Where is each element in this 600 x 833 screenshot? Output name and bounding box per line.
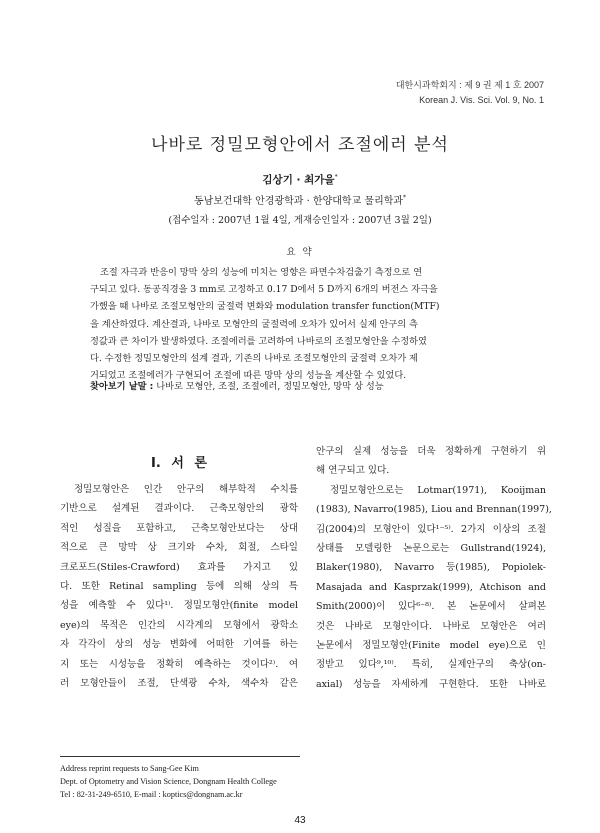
author-names: 김상기 · 최가을 [262, 174, 335, 186]
section-heading: I. 서 론 [151, 456, 207, 471]
footnote-dept: Dept. of Optometry and Vision Science, Dongnam Health College [60, 777, 277, 786]
footnote [60, 762, 277, 801]
abstract-line: 가했을 때 나바로 조절모형안의 굴절력 변화와 modulation transfer function(MTF) [90, 301, 440, 313]
keywords-terms: 나바로 모형안, 조절, 조절에러, 정밀모형안, 망막 상 성능 [153, 381, 384, 392]
body-line: 정밀모형안은 인간 안구의 해부학적 수치를 [74, 484, 298, 495]
keywords [90, 378, 510, 392]
right-column [316, 442, 552, 694]
body-line: Masajada and Kasprzak(1999), Atchison and [316, 581, 546, 593]
body-line: 논문에서 정밀모형안(Finite model eye)으로 인 [316, 640, 546, 652]
body-line: eye)의 목적은 인간의 시각계의 모형에서 광학소 [60, 619, 298, 631]
left-column [60, 480, 298, 693]
body-line: 지 또는 시성능을 정확히 예측하는 것이다²⁾. 여 [60, 658, 298, 670]
body-line: 적으로 큰 망막 상 크기와 수차, 회절, 스타일 [60, 542, 298, 554]
keywords-label: 찾아보기 낱말 : [90, 381, 154, 392]
body-line: 다. 또한 Retinal sampling 등에 의해 상의 특 [60, 581, 298, 593]
abstract-heading: 요 약 [286, 247, 314, 258]
abstract-line: 을 계산하였다. 계산결과, 나바로 모형안의 굴절력에 오차가 있어서 실제 안구의 측 [90, 318, 418, 330]
body-line: 해 연구되고 있다. [316, 465, 390, 477]
body-line: Smith(2000)이 있다⁶⁻⁸⁾. 본 논문에서 살펴본 [316, 601, 546, 613]
abstract-line: 거되었고 조절에러가 구현되어 조절에 따른 망막 상의 성능을 계산할 수 있었다. [90, 370, 407, 382]
submission-dates: (접수일자 : 2007년 1월 4일, 게재승인일자 : 2007년 3월 2일) [168, 215, 432, 226]
footnote-contact: Tel : 82-31-249-6510, E-mail : koptics@dongnam.ac.kr [60, 790, 243, 799]
body-line: 것은 나바로 모형안이다. 나바로 모형안은 여러 [316, 620, 546, 632]
body-line: Blaker(1980), Navarro 등(1985), Popiolek- [316, 562, 546, 574]
body-line: 기반으로 설계된 결과이다. 근축모형안의 광학 [60, 503, 298, 515]
body-line: 상태를 모델링한 논문으로는 Gullstrand(1924), [316, 543, 546, 555]
abstract-line: 정값과 큰 차이가 발생하였다. 조절에러를 고려하여 나바로의 조절모형안을 수정하였 [90, 335, 427, 347]
body-line: 정받고 있다⁹,¹⁰⁾. 특히, 실제안구의 축상(on- [316, 659, 546, 671]
body-line: axial) 성능을 자세하게 구현한다. 또한 나바로 [316, 678, 546, 690]
body-line: 김(2004)의 모형안이 있다¹⁻⁵⁾. 2가지 이상의 조절 [316, 523, 546, 535]
body-line: 러 모형안들이 조절, 단색광 수차, 색수차 같은 [60, 678, 298, 690]
author-mark: * [334, 173, 338, 181]
body-line: 성을 예측할 수 있다¹⁾. 정밀모형안(finite model [60, 600, 298, 612]
body-line: 크로포드(Stiles-Crawford) 효과를 가지고 있 [60, 561, 298, 573]
abstract-line: 구되고 있다. 동공직경을 3 mm로 고정하고 0.17 D에서 5 D까지 6개의 버전스 자극을 [90, 284, 438, 296]
body-line: 자 각각이 상의 성능 변화에 어떠한 기여를 하는 [60, 639, 298, 651]
body-line: 적인 성질을 포함하고, 근축모형안보다는 상대 [60, 522, 298, 534]
abstract-line: 다. 수정한 정밀모형안의 설계 결과, 기존의 나바로 조절모형안의 굴절력 오차가 제 [90, 353, 418, 365]
abstract-line: 조절 자극과 반응이 망막 상의 성능에 미치는 영향은 파면수차검출기 측정으로 연 [100, 267, 423, 278]
body-line: 정밀모형안으로는 Lotmar(1971), Kooijman [330, 484, 546, 496]
affiliation-text: 동남보건대학 안경광학과 · 한양대학교 물리학과 [193, 196, 404, 207]
affiliation-mark: * [403, 194, 407, 202]
body-line: (1983), Navarro(1985), Liou and Brennan(1997), [316, 504, 552, 516]
page-number: 43 [294, 815, 306, 826]
abstract-body [90, 264, 510, 384]
body-line: 안구의 실제 성능을 더욱 정확하게 구현하기 위 [316, 446, 546, 457]
footnote-reprint: Address reprint requests to Sang-Gee Kim [60, 764, 199, 773]
journal-english: Korean J. Vis. Sci. Vol. 9, No. 1 [419, 95, 544, 105]
affiliation [0, 192, 600, 207]
journal-korean: 대한시과학회지 : 제 9 권 제 1 호 2007 [395, 80, 544, 90]
footnote-divider [60, 756, 300, 757]
authors [0, 172, 600, 187]
paper-title: 나바로 정밀모형안에서 조절에러 분석 [151, 135, 449, 155]
journal-header [396, 78, 544, 108]
